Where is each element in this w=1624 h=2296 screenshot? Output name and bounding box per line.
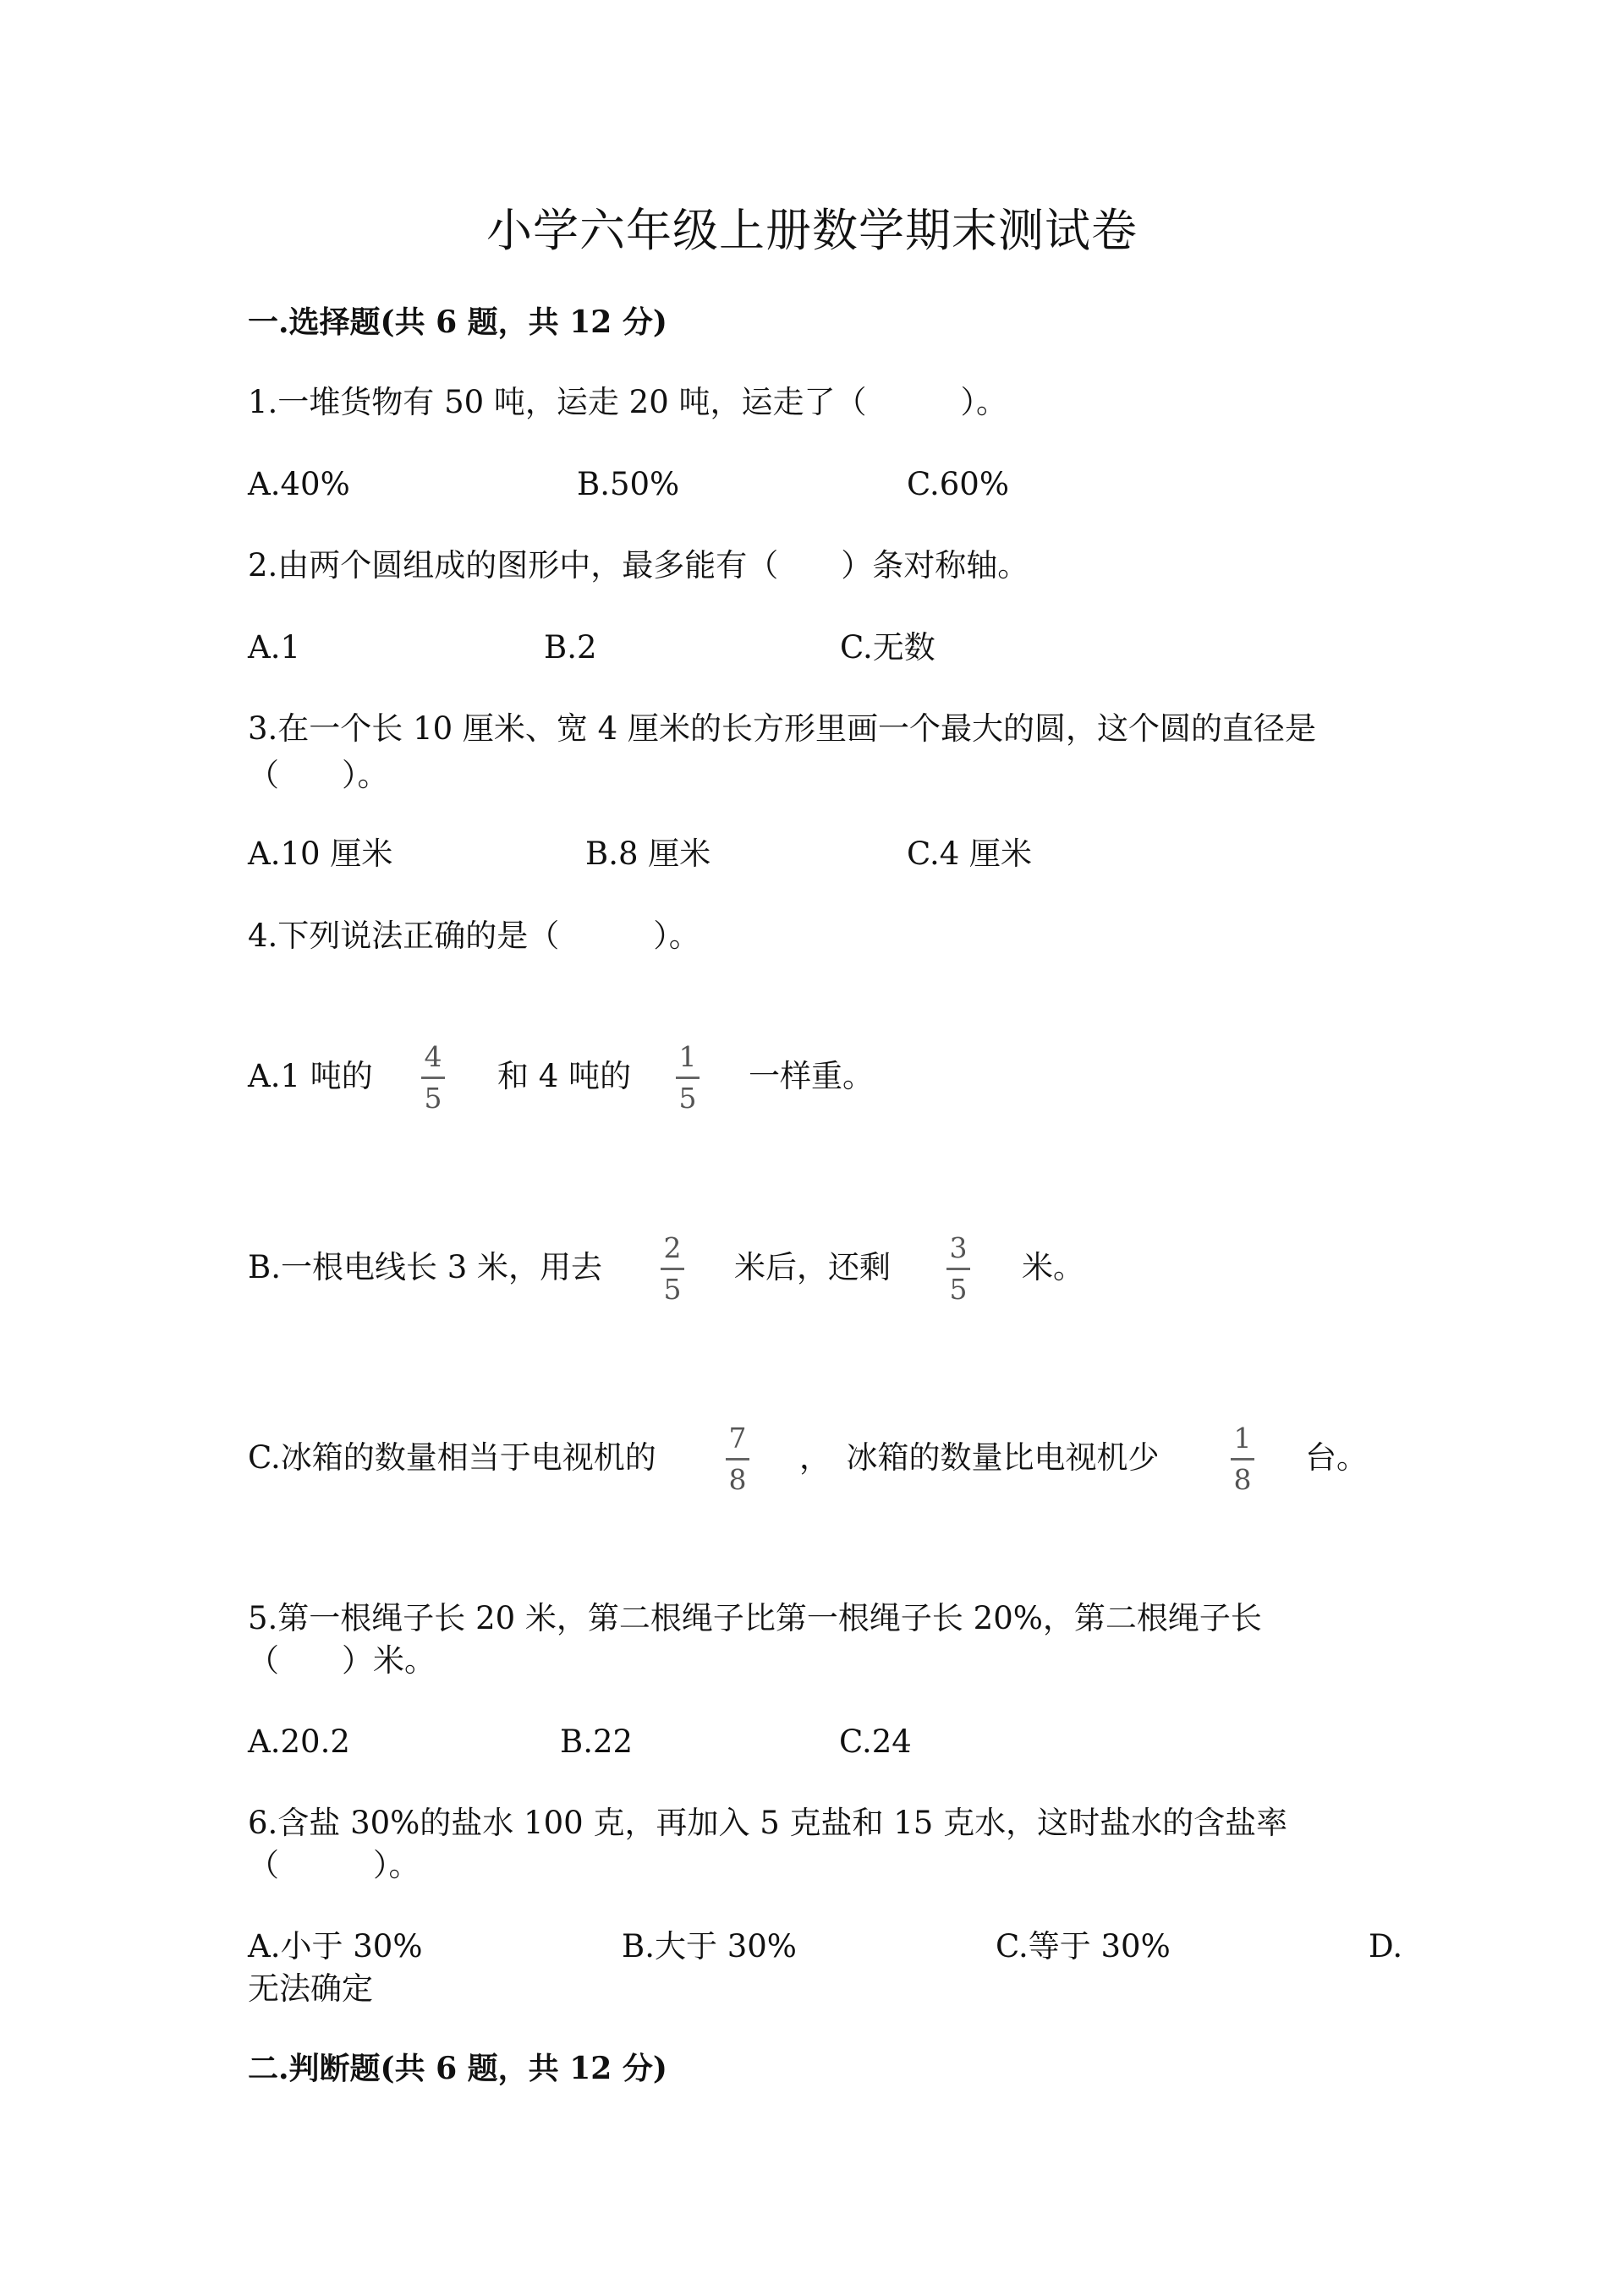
question-5: 5.第一根绳子长 20 米，第二根绳子比第一根绳子长 20%，第二根绳子长 [248, 1600, 1262, 1636]
question-6: 6.含盐 30%的盐水 100 克，再加入 5 克盐和 15 克水，这时盐水的含盐率 [248, 1805, 1288, 1841]
q1-option-a: A.40% [248, 466, 350, 502]
section-heading-choice: 一.选择题(共 6 题，共 12 分) [248, 304, 667, 340]
q3-option-a: A.10 厘米 [248, 836, 393, 872]
question-2: 2.由两个圆组成的图形中，最多能有（ ）条对称轴。 [248, 547, 1029, 584]
q4-option-a-part3: 一样重。 [749, 1058, 874, 1094]
q4-option-b-part1: B.一根电线长 3 米，用去 [248, 1249, 603, 1285]
q6-option-d-text: 无法确定 [248, 1970, 373, 2007]
fraction-two-fifths: 2 5 [656, 1231, 689, 1307]
fraction-seven-eighths: 7 8 [721, 1422, 754, 1497]
fraction-one-fifth: 1 5 [671, 1040, 705, 1115]
q1-option-b: B.50% [577, 466, 680, 502]
fraction-four-fifths: 4 5 [416, 1040, 450, 1115]
question-1: 1.一堆货物有 50 吨，运走 20 吨，运走了（ ）。 [248, 384, 1008, 420]
q2-option-c: C.无数 [840, 629, 935, 666]
fraction-three-fifths: 3 5 [941, 1231, 975, 1307]
q4-option-a-part2: 和 4 吨的 [497, 1058, 632, 1094]
q6-option-c: C.等于 30% [996, 1928, 1171, 1964]
q3-option-b: B.8 厘米 [585, 836, 711, 872]
q1-option-c: C.60% [907, 466, 1009, 502]
q4-option-c-part3: 台。 [1305, 1439, 1368, 1476]
q5-option-c: C.24 [839, 1723, 912, 1760]
q6-option-b: B.大于 30% [622, 1928, 797, 1964]
question-3-continued: （ ）。 [248, 757, 389, 793]
question-4: 4.下列说法正确的是（ ）。 [248, 918, 700, 954]
q4-option-c-part1: C.冰箱的数量相当于电视机的 [248, 1439, 656, 1476]
fraction-one-eighth: 1 8 [1226, 1422, 1259, 1497]
q6-option-a: A.小于 30% [248, 1928, 423, 1964]
q4-option-c-part2: ， 冰箱的数量比电视机少 [799, 1439, 1160, 1476]
question-6-continued: （ ）。 [248, 1847, 420, 1883]
q5-option-b: B.22 [560, 1723, 634, 1760]
q2-option-b: B.2 [544, 629, 597, 666]
page-title: 小学六年级上册数学期末测试卷 [486, 204, 1138, 257]
question-3: 3.在一个长 10 厘米、宽 4 厘米的长方形里画一个最大的圆，这个圆的直径是 [248, 710, 1316, 747]
q6-option-d-label: D. [1369, 1928, 1403, 1964]
q5-option-a: A.20.2 [248, 1723, 350, 1760]
q2-option-a: A.1 [248, 629, 301, 666]
question-5-continued: （ ）米。 [248, 1642, 436, 1679]
section-heading-judgment: 二.判断题(共 6 题，共 12 分) [248, 2051, 667, 2086]
q4-option-a-part1: A.1 吨的 [248, 1058, 373, 1094]
q4-option-b-part2: 米后，还剩 [734, 1249, 891, 1285]
q4-option-b-part3: 米。 [1022, 1249, 1084, 1285]
q3-option-c: C.4 厘米 [907, 836, 1033, 872]
